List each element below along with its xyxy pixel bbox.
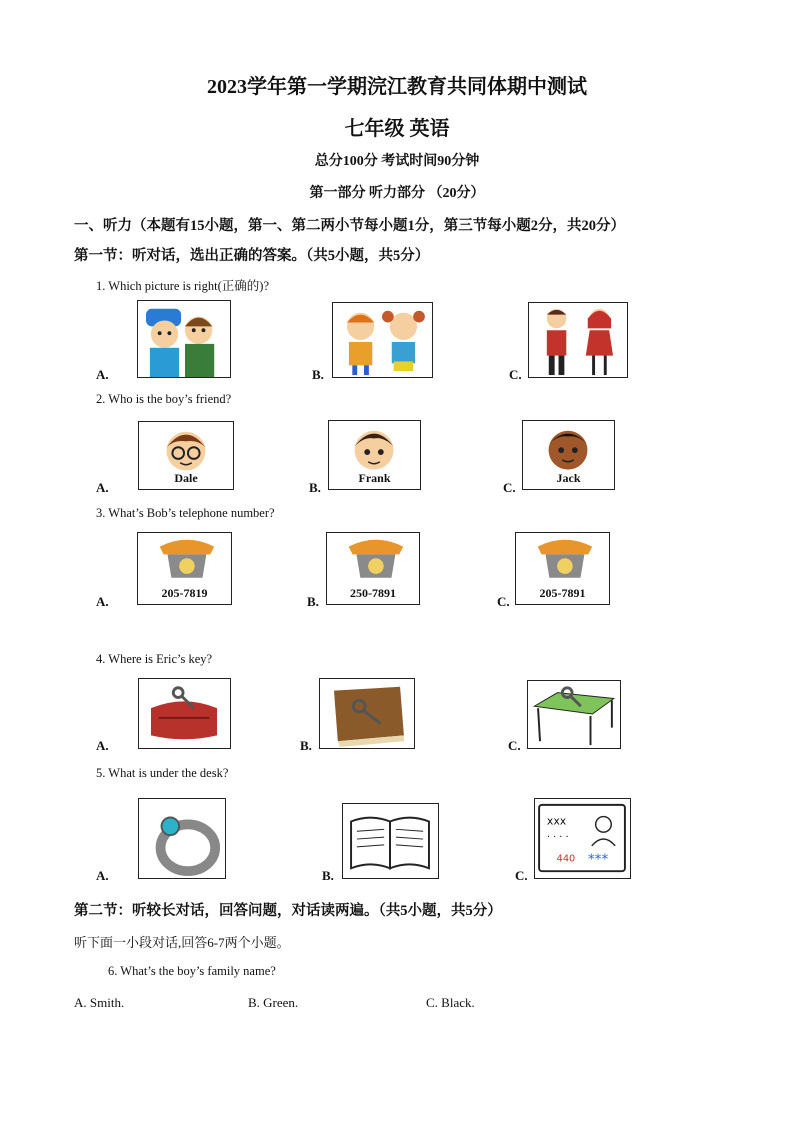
section-listening: 一、听力（本题有15小题，第一、第二两小节每小题1分，第三节每小题2分，共20分） [74,218,625,234]
q3-option-a-image[interactable] [137,532,232,605]
q6-answer-b[interactable]: B. Green. [248,995,299,1010]
q3-option-c-label: C. [497,594,510,609]
key-on-table-icon [528,681,620,748]
q2-option-c-image[interactable] [522,420,615,490]
q1-option-a-label: A. [96,367,109,382]
q4-option-c-label: C. [508,738,521,753]
q2-option-b-image[interactable] [328,420,421,490]
two-boys-icon [138,301,230,377]
key-on-sofa-icon [139,679,230,748]
q6-answer-a[interactable]: A. Smith. [74,995,125,1010]
q2-caption-a: Dale [174,471,198,485]
boy-and-girl-standing-icon [529,303,627,377]
question-6: 6. What’s the boy’s family name? [108,964,276,978]
q4-option-a-label: A. [96,738,109,753]
q5-option-b-label: B. [322,868,334,883]
q3-option-b-label: B. [307,594,319,609]
boy-and-girl-icon [333,303,432,377]
section-2-heading: 第二节：听较长对话，回答问题，对话读两遍。（共5小题，共5分） [74,903,502,919]
q2-option-b-label: B. [309,480,321,495]
q3-option-c-image[interactable] [515,532,610,605]
q2-caption-b: Frank [358,471,391,485]
q2-option-a-label: A. [96,480,109,495]
q5-option-b-image[interactable] [342,803,439,879]
q6-answer-c[interactable]: C. Black. [426,995,475,1010]
page-subtitle: 七年级 英语 [344,118,450,140]
section-1-heading: 第一节：听对话，选出正确的答案。（共5小题，共5分） [74,248,430,264]
q3-option-b-image[interactable] [326,532,420,605]
key-on-book-icon [320,679,414,748]
q5-option-a-image[interactable] [138,798,226,879]
card-number: 440 [556,853,576,865]
q4-option-b-image[interactable] [319,678,415,749]
q4-option-a-image[interactable] [138,678,231,749]
part-heading: 第一部分 听力部分 （20分） [309,186,485,201]
q1-option-b-label: B. [312,367,324,382]
question-3: 3. What’s Bob’s telephone number? [96,506,275,520]
q5-option-a-label: A. [96,868,109,883]
q3-caption-a: 205-7819 [161,586,208,600]
question-2: 2. Who is the boy’s friend? [96,392,232,406]
page-title: 2023学年第一学期浣江教育共同体期中测试 [207,76,587,98]
q5-option-c-image[interactable] [534,798,631,879]
q1-option-b-image[interactable] [332,302,433,378]
q2-option-a-image[interactable] [138,421,234,490]
card-dots: · · · · [546,831,569,843]
q4-option-b-label: B. [300,738,312,753]
question-4: 4. Where is Eric’s key? [96,652,213,666]
q1-option-c-image[interactable] [528,302,628,378]
q5-option-c-label: C. [515,868,528,883]
card-xxx: xxx [546,814,567,828]
question-5: 5. What is under the desk? [96,766,229,780]
id-card-icon [535,799,630,878]
q2-caption-c: Jack [556,471,581,485]
question-1: 1. Which picture is right(正确的)? [96,279,269,293]
instruction: 听下面一小段对话,回答6-7两个小题。 [74,935,290,950]
q1-option-a-image[interactable] [137,300,231,378]
q2-option-c-label: C. [503,480,516,495]
score-time: 总分100分 考试时间90分钟 [314,154,480,169]
q4-option-c-image[interactable] [527,680,621,749]
q3-option-a-label: A. [96,594,109,609]
q1-option-c-label: C. [509,367,522,382]
q3-caption-b: 250-7891 [350,586,396,600]
q3-caption-c: 205-7891 [539,586,586,600]
ring-icon [139,799,225,878]
open-book-icon [343,804,438,878]
card-stars: *** [587,851,609,868]
